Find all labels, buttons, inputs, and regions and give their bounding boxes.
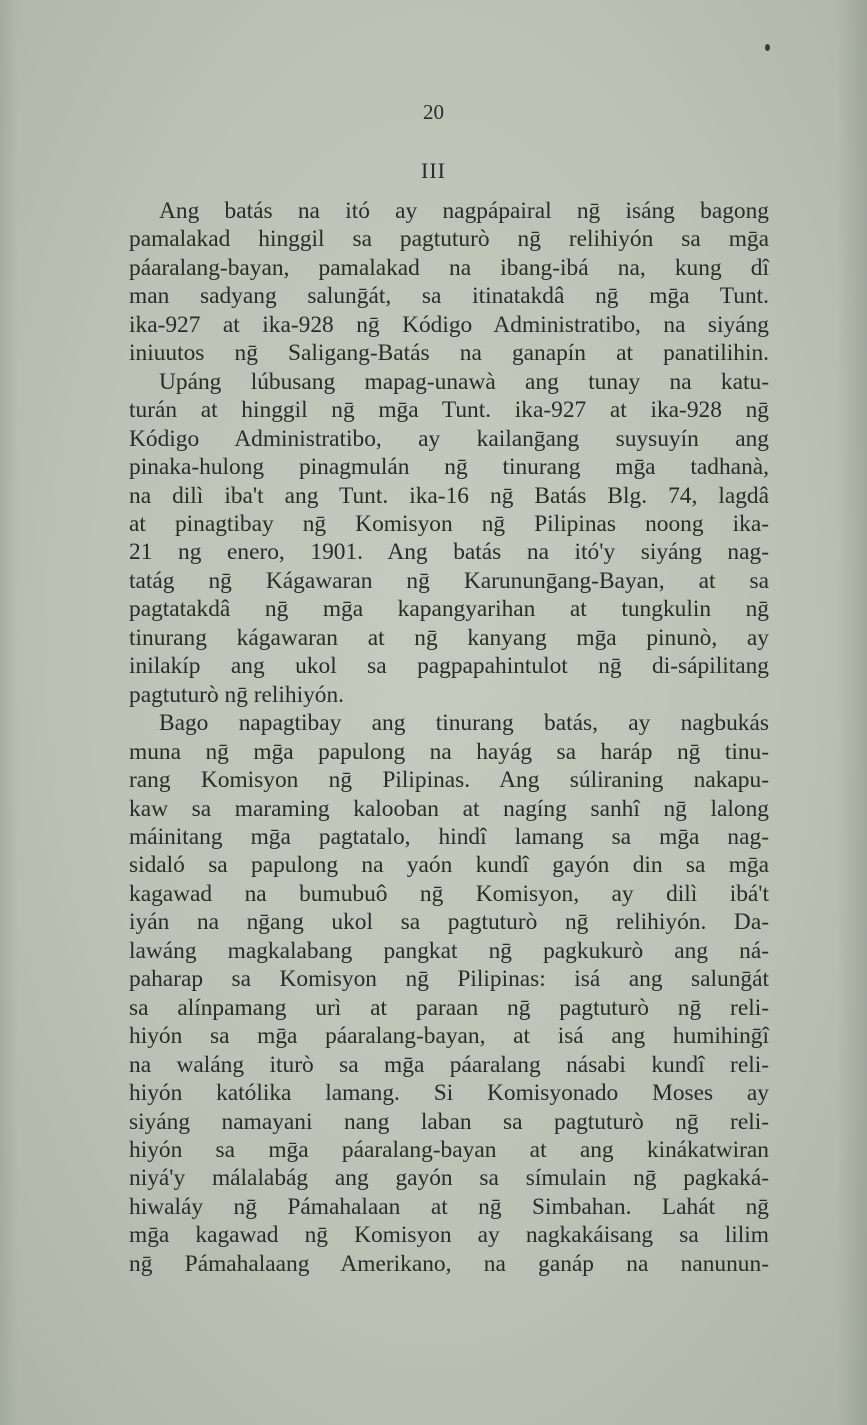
- text-line: pagtatakdâ nḡ mḡa kapangyarihan at tungkulin nḡ: [129, 596, 769, 623]
- text-line: Kódigo Administratibo, ay kailanḡang suysuyín ang: [129, 425, 769, 452]
- text-line: tinurang kágawaran at nḡ kanyang mḡa pinunò, ay: [129, 624, 769, 651]
- page-shadow-left: [0, 0, 18, 1425]
- text-line: at pinagtibay nḡ Komisyon nḡ Pilipinas noong ika-: [129, 510, 769, 537]
- page-number: 20: [423, 100, 444, 124]
- text-line: pinaka-hulong pinagmulán nḡ tinurang mḡa tadhanà,: [129, 454, 769, 481]
- text-line: kaw sa maraming kalooban at nagíng sanhî nḡ lalong: [129, 795, 769, 822]
- text-line: mḡa kagawad nḡ Komisyon ay nagkakáisang sa lilim: [129, 1222, 769, 1249]
- text-line: ika-927 at ika-928 nḡ Kódigo Administratibo, na siyáng: [129, 311, 769, 338]
- text-line: na waláng iturò sa mḡa páaralang násabi kundî reli-: [129, 1051, 769, 1078]
- text-line: hiyón katólika lamang. Si Komisyonado Moses ay: [129, 1080, 769, 1107]
- text-line: inilakíp ang ukol sa pagpapahintulot nḡ di-sápilitang: [129, 653, 769, 680]
- text-line: pamalakad hinggil sa pagtuturò nḡ relihiyón sa mḡa: [129, 226, 769, 253]
- text-line: hiyón sa mḡa páaralang-bayan, at isá ang humihinḡî: [129, 1023, 769, 1050]
- text-line: Upáng lúbusang mapag-unawà ang tunay na katu-: [159, 368, 769, 395]
- text-line: muna nḡ mḡa papulong na hayág sa haráp nḡ tinu-: [129, 738, 769, 765]
- text-line: sidaló sa papulong na yaón kundî gayón din sa mḡa: [129, 852, 769, 879]
- ink-speck: [765, 44, 770, 51]
- section-heading: III: [421, 158, 446, 183]
- text-line: sa alínpamang urì at paraan nḡ pagtuturò nḡ reli-: [129, 994, 769, 1021]
- text-line: siyáng namayani nang laban sa pagtuturò nḡ reli-: [129, 1108, 769, 1135]
- text-line: máinitang mḡa pagtatalo, hindî lamang sa mḡa nag-: [129, 823, 769, 850]
- text-line: Bago napagtibay ang tinurang batás, ay nagbukás: [159, 710, 769, 737]
- text-line: man sadyang salunḡát, sa itinatakdâ nḡ mḡa Tunt.: [129, 283, 769, 310]
- body-text: [129, 197, 769, 1278]
- text-line: hiyón sa mḡa páaralang-bayan at ang kinákatwiran: [129, 1136, 769, 1163]
- text-line: na dilì iba't ang Tunt. ika-16 nḡ Batás Blg. 74, lagdâ: [129, 482, 769, 509]
- text-line: rang Komisyon nḡ Pilipinas. Ang súliraning nakapu-: [129, 767, 769, 794]
- text-line: pagtuturò nḡ relihiyón.: [129, 681, 345, 708]
- text-line: tatág nḡ Kágawaran nḡ Karununḡang-Bayan, at sa: [129, 567, 769, 594]
- page-shadow-right: [837, 0, 867, 1425]
- text-line: páaralang-bayan, pamalakad na ibang-ibá na, kung dî: [129, 254, 769, 281]
- text-line: Ang batás na itó ay nagpápairal nḡ isáng bagong: [159, 198, 769, 224]
- text-line: 21 ng enero, 1901. Ang batás na itó'y siyáng nag-: [129, 539, 769, 566]
- paragraph-1: [129, 197, 769, 368]
- text-line: lawáng magkalabang pangkat nḡ pagkukurò ang ná-: [129, 937, 769, 964]
- text-line: iniuutos nḡ Saligang-Batás na ganapín at panatilihin.: [129, 340, 769, 367]
- text-line: iyán na nḡang ukol sa pagtuturò nḡ relihiyón. Da-: [129, 909, 769, 936]
- paragraph-2: [129, 368, 769, 709]
- paragraph-3: [129, 709, 769, 1278]
- text-line: niyá'y málalabág ang gayón sa símulain nḡ pagkaká-: [129, 1165, 769, 1192]
- text-line: kagawad na bumubuô nḡ Komisyon, ay dilì ibá't: [129, 880, 769, 907]
- text-line: hiwaláy nḡ Pámahalaan at nḡ Simbahan. Lahát nḡ: [129, 1193, 769, 1220]
- text-line: turán at hinggil nḡ mḡa Tunt. ika-927 at ika-928 nḡ: [129, 397, 769, 424]
- text-line: paharap sa Komisyon nḡ Pilipinas: isá ang salunḡát: [129, 966, 769, 993]
- text-line: nḡ Pámahalaang Amerikano, na ganáp na nanunun-: [129, 1250, 769, 1277]
